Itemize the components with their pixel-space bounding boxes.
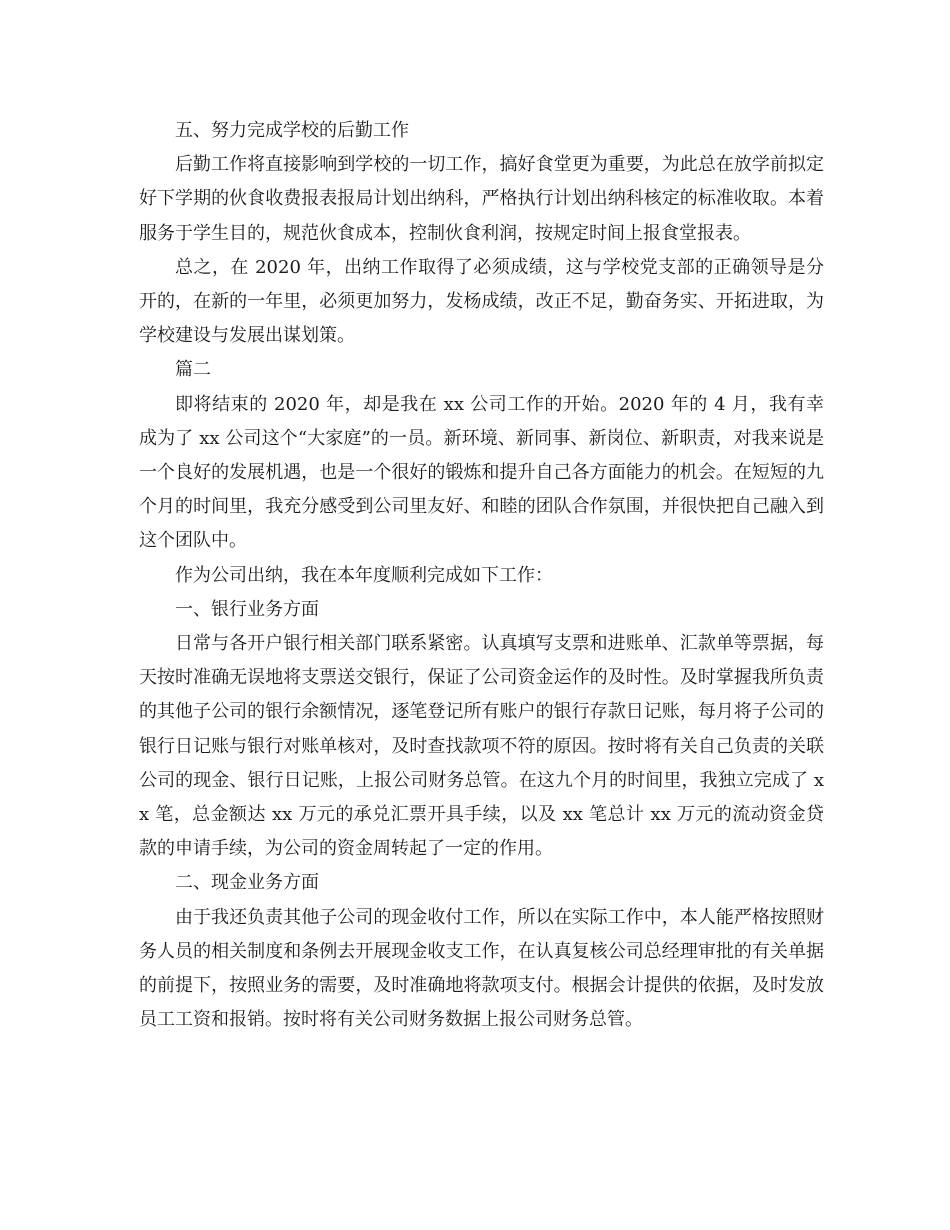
section-heading-banking: 一、银行业务方面 — [175, 598, 319, 620]
paragraph-cash: 由于我还负责其他子公司的现金收付工作，所以在实际工作中，本人能严格按照财务人员的相关制度和条例去开展现金收支工作，在认真复核公司总经理审批的有关单据的前提下，按照业务的需要，及时准确地将款项支付。根据会计提供的依据，及时发放员工工资和报销。按时将有关公司财务数据上报公司财务总管。 — [139, 906, 824, 1031]
paragraph-summary: 总之，在 2020 年，出纳工作取得了必须成绩，这与学校党支部的正确领导是分开的，在新的一年里，必须更加努力，发杨成绩，改正不足，勤奋务实、开拓进取，为学校建设与发展出谋划策。 — [139, 256, 824, 347]
part-two-heading: 篇二 — [175, 359, 211, 381]
section-heading-logistics: 五、努力完成学校的后勤工作 — [175, 120, 409, 141]
paragraph-banking: 日常与各开户银行相关部门联系紧密。认真填写支票和进账单、汇款单等票据，每天按时准确无误地将支票送交银行，保证了公司资金运作的及时性。及时掌握我所负责的其他子公司的银行余额情况，逐笔登记所有账户的银行存款日记账，每月将子公司的银行日记账与银行对账单核对，及时查找款项不符的原因。按时将有关自己负责的关联公司的现金、银行日记账，上报公司财务总管。在这九个月的时间里，我独立完成了 xx 笔，总金额达 xx 万元的承兑汇票开具手续，以及 xx 笔总计 xx 万元的流动资金贷款的申请手续，为公司的资金周转起了一定的作用。 — [139, 633, 824, 860]
paragraph-work-overview: 作为公司出纳，我在本年度顺利完成如下工作： — [175, 564, 553, 586]
paragraph-logistics: 后勤工作将直接影响到学校的一切工作，搞好食堂更为重要，为此总在放学前拟定好下学期的伙食收费报表报局计划出纳科，严格执行计划出纳科核定的标准收取。本着服务于学生目的，规范伙食成本，控制伙食利润，按规定时间上报食堂报表。 — [139, 154, 824, 244]
paragraph-intro: 即将结束的 2020 年，却是我在 xx 公司工作的开始。2020 年的 4 月，我有幸成为了 xx 公司这个“大家庭”的一员。新环境、新同事、新岗位、新职责，对我来说是一个良好的发展机遇，也是一个很好的锻炼和提升自己各方面能力的机会。在短短的九个月的时间里，我充分感受到公司里友好、和睦的团队合作氛围，并很快把自己融入到这个团队中。 — [139, 393, 824, 552]
section-heading-cash: 二、现金业务方面 — [175, 872, 319, 894]
document-body — [139, 114, 824, 1037]
